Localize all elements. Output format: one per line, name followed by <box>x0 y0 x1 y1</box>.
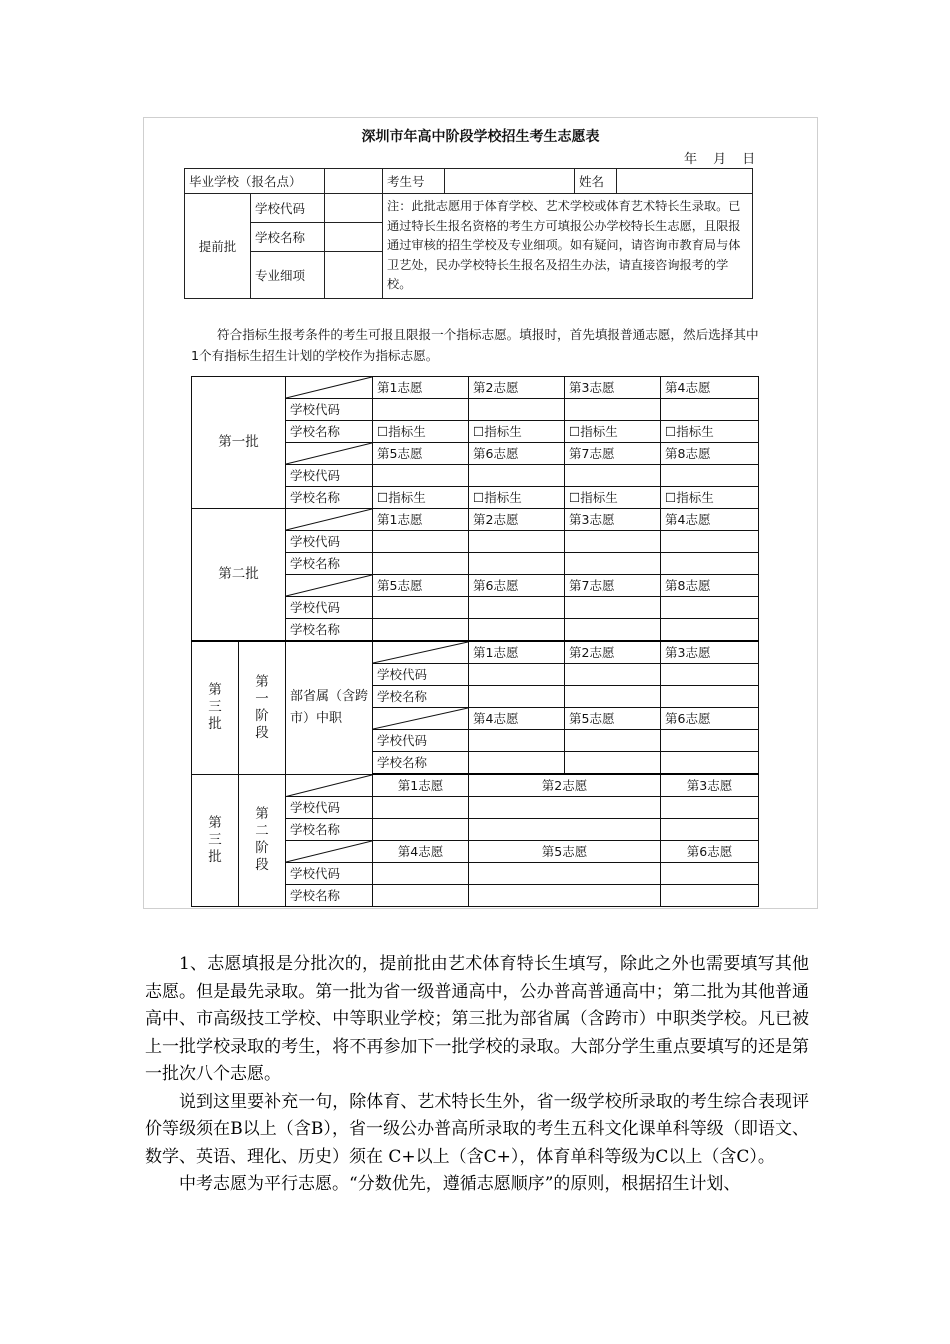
school-code-field[interactable] <box>373 399 469 421</box>
quota-checkbox[interactable]: ☐指标生 <box>661 487 759 509</box>
school-code-field[interactable] <box>373 597 469 619</box>
batch2-wish-8: 第8志愿 <box>661 575 759 597</box>
school-code-field[interactable] <box>661 399 759 421</box>
batch3-stage1-type: 部省属（含跨市）中职 <box>286 641 373 774</box>
school-name-field[interactable] <box>565 553 661 575</box>
school-name-field[interactable] <box>469 619 565 642</box>
early-batch-note: 注：此批志愿用于体育学校、艺术学校或体育艺术特长生录取。已通过特长生报名资格的考生方可填报公办学校特长生志愿，且限报通过审核的招生学校及专业细项。如有疑问，请咨询市教育局与体卫艺处，民办学校特长生报名及招生办法，请直接咨询报考的学校。 <box>383 194 753 299</box>
school-code-field[interactable] <box>661 465 759 487</box>
batch1-wish-3: 第3志愿 <box>565 377 661 399</box>
batch2-wish-4: 第4志愿 <box>661 509 759 531</box>
school-code-label: 学校代码 <box>286 597 373 619</box>
school-code-field[interactable] <box>661 863 759 885</box>
school-name-label: 学校名称 <box>286 819 373 841</box>
exam-number-field[interactable] <box>445 169 575 194</box>
school-code-field[interactable] <box>373 863 469 885</box>
quota-instruction: 符合指标生报考条件的考生可报且限报一个指标志愿。填报时，首先填报普通志愿，然后选择其中1个有指标生招生计划的学校作为指标志愿。 <box>191 327 759 363</box>
batch1-wish-1: 第1志愿 <box>373 377 469 399</box>
form-date: 年 月 日 <box>684 152 756 167</box>
school-name-label: 学校名称 <box>286 487 373 509</box>
graduation-school-field[interactable] <box>325 169 383 194</box>
diagonal-header-cell <box>373 641 469 664</box>
diagonal-header-cell <box>286 575 373 597</box>
school-name-field[interactable] <box>661 885 759 907</box>
batch1-wish-7: 第7志愿 <box>565 443 661 465</box>
school-code-field[interactable] <box>373 797 469 819</box>
diagonal-header-cell <box>373 708 469 730</box>
diagonal-header-cell <box>286 377 373 399</box>
early-school-code-label: 学校代码 <box>251 194 325 223</box>
quota-checkbox[interactable]: ☐指标生 <box>565 421 661 443</box>
diagonal-header-cell <box>286 443 373 465</box>
batch1-label: 第一批 <box>192 377 286 509</box>
diagonal-header-cell <box>286 509 373 531</box>
school-code-label: 学校代码 <box>286 531 373 553</box>
batch3-stage1-label: 第一阶段 <box>239 641 286 774</box>
school-name-field[interactable] <box>661 752 759 775</box>
batch1-wish-6: 第6志愿 <box>469 443 565 465</box>
early-major-field[interactable] <box>325 252 383 299</box>
school-code-label: 学校代码 <box>373 664 469 686</box>
diagonal-header-cell <box>286 774 373 797</box>
application-form-image <box>143 117 818 909</box>
batch3b-wish-1: 第1志愿 <box>373 774 469 797</box>
batch2-label: 第二批 <box>192 509 286 642</box>
batch1-wish-2: 第2志愿 <box>469 377 565 399</box>
school-code-field[interactable] <box>565 730 661 752</box>
batch1-wish-4: 第4志愿 <box>661 377 759 399</box>
batch2-wish-5: 第5志愿 <box>373 575 469 597</box>
early-school-name-field[interactable] <box>325 223 383 252</box>
school-code-field[interactable] <box>469 399 565 421</box>
quota-checkbox[interactable]: ☐指标生 <box>565 487 661 509</box>
school-name-label: 学校名称 <box>286 885 373 907</box>
school-name-field[interactable] <box>469 752 565 775</box>
school-code-field[interactable] <box>469 597 565 619</box>
school-name-field[interactable] <box>661 619 759 642</box>
batch3a-wish-1: 第1志愿 <box>469 641 565 664</box>
quota-checkbox[interactable]: ☐指标生 <box>373 421 469 443</box>
school-name-field[interactable] <box>469 885 661 907</box>
batch3b-wish-2: 第2志愿 <box>469 774 661 797</box>
early-batch-label: 提前批 <box>185 194 251 299</box>
quota-checkbox[interactable]: ☐指标生 <box>469 421 565 443</box>
batch3-stage1-batch-label: 第三批 <box>192 641 239 774</box>
batch3a-wish-3: 第3志愿 <box>661 641 759 664</box>
paragraph-3: 中考志愿为平行志愿。“分数优先，遵循志愿顺序”的原则，根据招生计划、 <box>179 1174 741 1194</box>
school-name-field[interactable] <box>373 885 469 907</box>
paragraph-2: 说到这里要补充一句，除体育、艺术特长生外，省一级学校所录取的考生综合表现评价等级须在B以上（含B），省一级公办普高所录取的考生五科文化课单科等级（即语文、数学、英语、理化、历史）须在 C+以上（含C+），体育单科等级为C以上（含C）。 <box>145 1091 809 1167</box>
batch3-stage2-batch-label: 第三批 <box>192 774 239 907</box>
form-title: 深圳市年高中阶段学校招生考生志愿表 <box>361 129 600 145</box>
school-code-field[interactable] <box>661 664 759 686</box>
school-code-field[interactable] <box>661 597 759 619</box>
school-code-field[interactable] <box>661 531 759 553</box>
school-code-field[interactable] <box>661 797 759 819</box>
school-name-field[interactable] <box>565 686 661 708</box>
batch2-wish-1: 第1志愿 <box>373 509 469 531</box>
school-code-field[interactable] <box>565 664 661 686</box>
batch3a-wish-6: 第6志愿 <box>661 708 759 730</box>
school-name-field[interactable] <box>469 686 565 708</box>
school-code-field[interactable] <box>469 465 565 487</box>
name-label: 姓名 <box>575 169 617 194</box>
school-name-field[interactable] <box>469 553 565 575</box>
batch3b-wish-3: 第3志愿 <box>661 774 759 797</box>
school-code-field[interactable] <box>565 399 661 421</box>
school-name-label: 学校名称 <box>286 553 373 575</box>
exam-number-label: 考生号 <box>383 169 445 194</box>
school-code-field[interactable] <box>661 730 759 752</box>
school-name-field[interactable] <box>661 686 759 708</box>
quota-checkbox[interactable]: ☐指标生 <box>469 487 565 509</box>
school-name-label: 学校名称 <box>286 421 373 443</box>
batch3-stage2-label: 第二阶段 <box>239 774 286 907</box>
batch2-wish-2: 第2志愿 <box>469 509 565 531</box>
early-major-label: 专业细项 <box>251 252 325 299</box>
school-code-field[interactable] <box>469 664 565 686</box>
diagonal-header-cell <box>286 841 373 863</box>
batch2-wish-7: 第7志愿 <box>565 575 661 597</box>
school-name-label: 学校名称 <box>373 686 469 708</box>
paragraph-1: 1、志愿填报是分批次的，提前批由艺术体育特长生填写，除此之外也需要填写其他志愿。但是最先录取。第一批为省一级普通高中，公办普高普通高中；第二批为其他普通高中、市高级技工学校、中等职业学校；第三批为部省属（含跨市）中职类学校。凡已被上一批学校录取的考生，将不再参加下一批学校的录取。大部分学生重点要填写的还是第一批次八个志愿。 <box>145 954 809 1084</box>
school-code-field[interactable] <box>469 863 661 885</box>
early-school-code-field[interactable] <box>325 194 383 223</box>
quota-checkbox[interactable]: ☐指标生 <box>661 421 759 443</box>
school-code-field[interactable] <box>469 797 661 819</box>
batch3a-wish-4: 第4志愿 <box>469 708 565 730</box>
batch2-wish-6: 第6志愿 <box>469 575 565 597</box>
school-code-field[interactable] <box>373 465 469 487</box>
school-name-label: 学校名称 <box>373 752 469 775</box>
name-field[interactable] <box>617 169 753 194</box>
school-code-field[interactable] <box>373 531 469 553</box>
batch2-wish-3: 第3志愿 <box>565 509 661 531</box>
school-name-field[interactable] <box>565 752 661 775</box>
batch1-wish-5: 第5志愿 <box>373 443 469 465</box>
school-name-field[interactable] <box>373 619 469 642</box>
school-code-field[interactable] <box>565 597 661 619</box>
batch3a-wish-5: 第5志愿 <box>565 708 661 730</box>
school-code-label: 学校代码 <box>286 465 373 487</box>
school-code-label: 学校代码 <box>286 399 373 421</box>
graduation-school-label: 毕业学校（报名点） <box>185 169 325 194</box>
batch3b-wish-6: 第6志愿 <box>661 841 759 863</box>
school-name-field[interactable] <box>373 819 469 841</box>
school-code-label: 学校代码 <box>373 730 469 752</box>
batch3b-wish-4: 第4志愿 <box>373 841 469 863</box>
school-code-field[interactable] <box>469 730 565 752</box>
batch3a-wish-2: 第2志愿 <box>565 641 661 664</box>
early-school-name-label: 学校名称 <box>251 223 325 252</box>
school-code-field[interactable] <box>565 465 661 487</box>
school-name-field[interactable] <box>565 619 661 642</box>
school-name-label: 学校名称 <box>286 619 373 642</box>
school-code-label: 学校代码 <box>286 797 373 819</box>
quota-checkbox[interactable]: ☐指标生 <box>373 487 469 509</box>
batch1-wish-8: 第8志愿 <box>661 443 759 465</box>
school-code-label: 学校代码 <box>286 863 373 885</box>
school-name-field[interactable] <box>469 819 661 841</box>
batch3b-wish-5: 第5志愿 <box>469 841 661 863</box>
school-name-field[interactable] <box>373 553 469 575</box>
school-code-field[interactable] <box>565 531 661 553</box>
school-name-field[interactable] <box>661 819 759 841</box>
wish-table <box>191 376 759 907</box>
school-name-field[interactable] <box>661 553 759 575</box>
early-batch-table <box>184 168 753 299</box>
school-code-field[interactable] <box>469 531 565 553</box>
article-body <box>145 951 809 1199</box>
